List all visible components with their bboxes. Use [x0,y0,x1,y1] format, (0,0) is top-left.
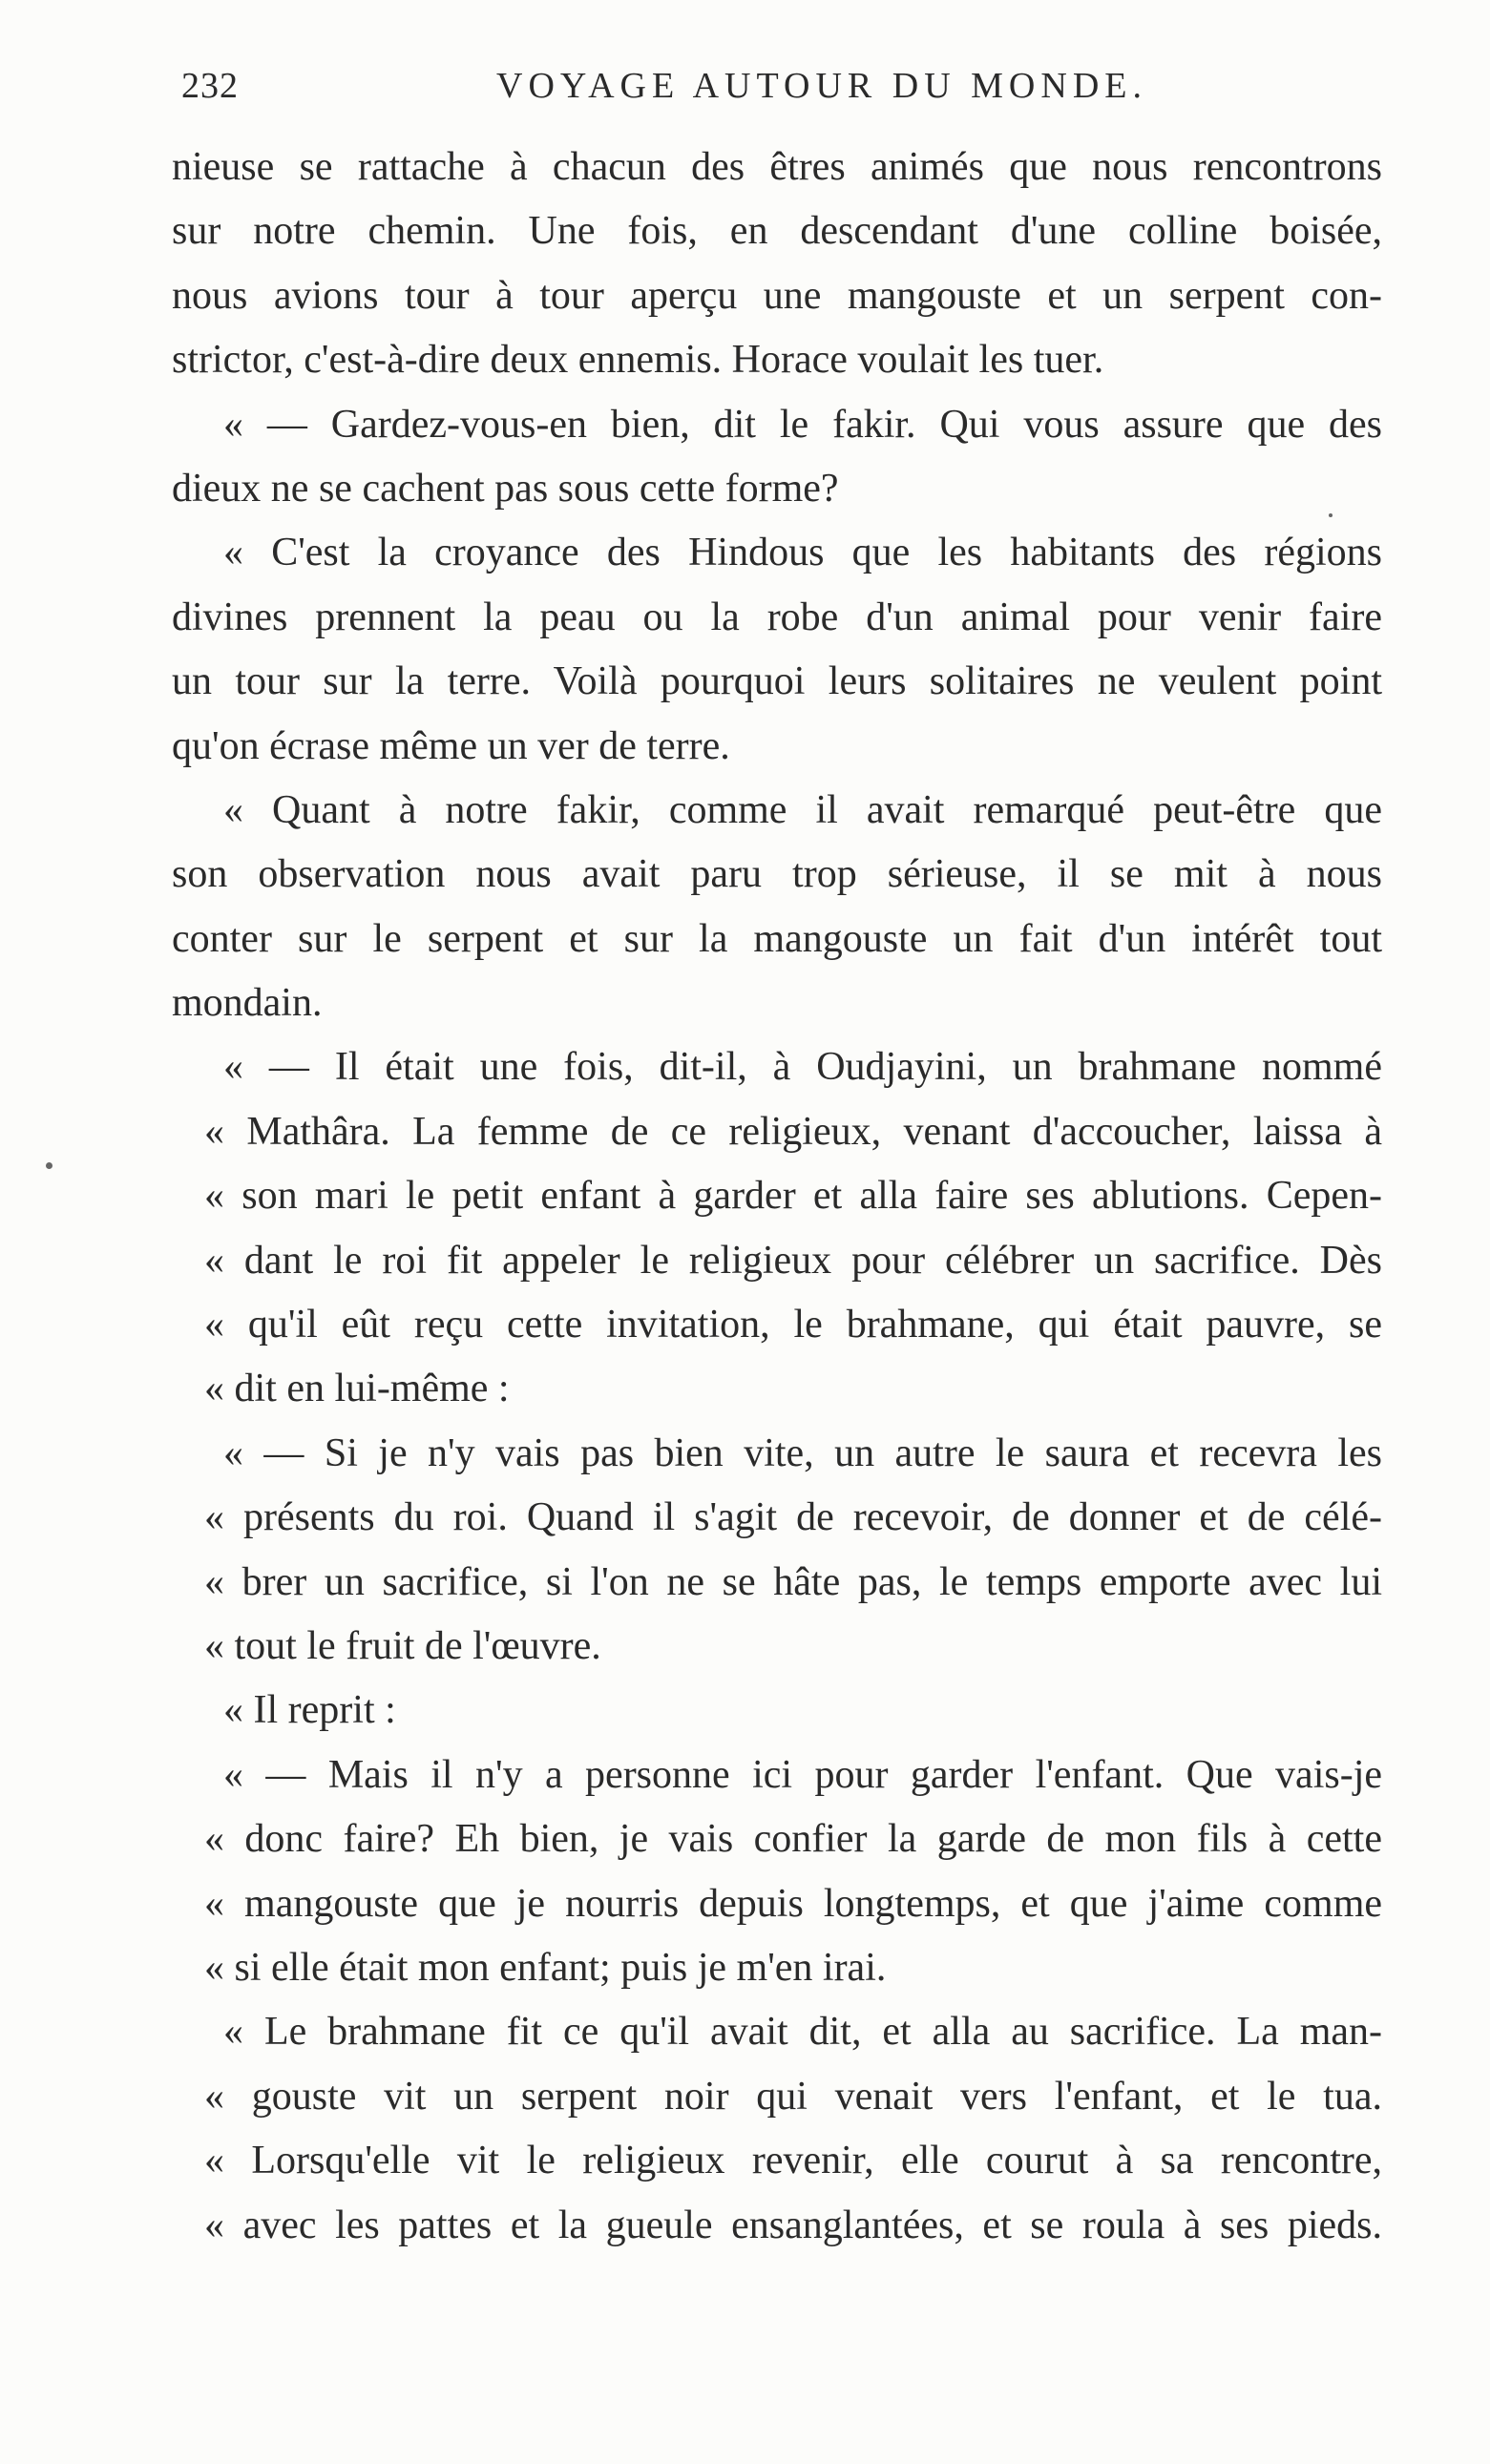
text-line: « — Il était une fois, dit-il, à Oudjayini, un brahmane nommé [223,1045,1382,1090]
text-line: « tout le fruit de l'œuvre. [204,1623,601,1668]
text-line: « Quant à notre fakir, comme il avait remarqué peut-être que [223,787,1382,832]
text-line: « son mari le petit enfant à garder et alla faire ses ablutions. Cepen- [204,1174,1382,1219]
text-line: nous avions tour à tour aperçu une mangouste et un serpent con- [172,273,1382,318]
text-line: son observation nous avait paru trop sérieuse, il se mit à nous [172,852,1382,897]
text-line: « Le brahmane fit ce qu'il avait dit, et alla au sacrifice. La man- [223,2010,1382,2055]
text-line: un tour sur la terre. Voilà pourquoi leurs solitaires ne veulent point [172,659,1382,704]
text-line: « qu'il eût reçu cette invitation, le brahmane, qui était pauvre, se [204,1303,1382,1347]
text-line: strictor, c'est-à-dire deux ennemis. Horace voulait les tuer. [172,338,1104,383]
text-line: « — Gardez-vous-en bien, dit le fakir. Qui vous assure que des [223,402,1382,447]
text-line: « brer un sacrifice, si l'on ne se hâte pas, le temps emporte avec lui [204,1559,1382,1604]
text-line: conter sur le serpent et sur la mangouste un fait d'un intérêt tout [172,916,1382,961]
text-line: « Lorsqu'elle vit le religieux revenir, elle courut à sa rencontre, [204,2139,1382,2183]
ink-speck [46,1162,52,1169]
ink-speck [1329,513,1333,517]
text-line: « — Mais il n'y a personne ici pour garder l'enfant. Que vais-je [223,1752,1382,1797]
text-line: « dit en lui-même : [204,1367,510,1411]
text-line: qu'on écrase même un ver de terre. [172,723,730,768]
text-line: « mangouste que je nourris depuis longtemps, et que j'aime comme [204,1881,1382,1926]
page-body [172,136,1382,2258]
text-line: divines prennent la peau ou la robe d'un animal pour venir faire [172,595,1382,639]
text-line: mondain. [172,981,323,1026]
text-line: « — Si je n'y vais pas bien vite, un autre le saura et recevra les [223,1430,1382,1475]
page-number: 232 [181,66,239,106]
text-line: « donc faire? Eh bien, je vais confier la garde de mon fils à cette [204,1817,1382,1862]
text-line: sur notre chemin. Une fois, en descendant d'une colline boisée, [172,209,1382,254]
page-header [181,65,1365,122]
text-line: nieuse se rattache à chacun des êtres animés que nous rencontrons [172,145,1382,189]
text-line: « dant le roi fit appeler le religieux pour célébrer un sacrifice. Dès [204,1238,1382,1283]
text-line: « avec les pattes et la gueule ensanglantées, et se roula à ses pieds. [204,2203,1382,2247]
text-line: « C'est la croyance des Hindous que les habitants des régions [223,531,1382,575]
text-line: « présents du roi. Quand il s'agit de recevoir, de donner et de célé- [204,1495,1382,1540]
running-title: VOYAGE AUTOUR DU MONDE. [496,66,1147,106]
text-line: « Mathâra. La femme de ce religieux, venant d'accoucher, laissa à [204,1109,1382,1154]
text-line: « gouste vit un serpent noir qui venait vers l'enfant, et le tua. [204,2074,1382,2119]
text-line: dieux ne se cachent pas sous cette forme? [172,466,839,511]
text-line: « si elle était mon enfant; puis je m'en irai. [204,1945,887,1990]
text-line: « Il reprit : [223,1688,396,1733]
